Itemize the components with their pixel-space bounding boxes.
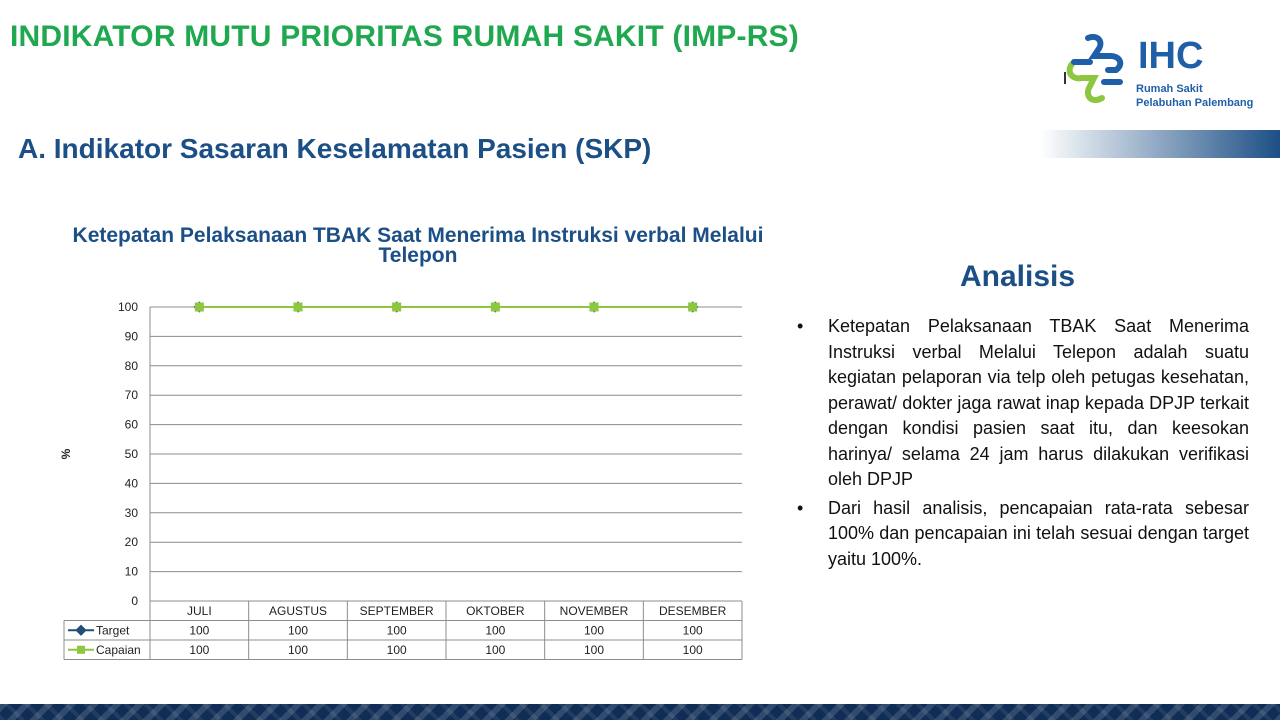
logo-brand: IHC: [1138, 35, 1204, 77]
y-tick-label: 90: [124, 329, 138, 344]
table-cell-value: 100: [682, 642, 703, 657]
x-category-label: JULI: [186, 604, 212, 618]
analysis-title: Analisis: [960, 260, 1076, 293]
table-cell-value: 100: [583, 642, 605, 657]
data-point: [590, 303, 599, 312]
bullet: •: [797, 497, 804, 518]
data-point: [491, 303, 500, 312]
analysis-item: [797, 496, 1249, 573]
analysis-item-text: Dari hasil analisis, pencapaian rata-rata sebesar 100% dan pencapaian ini telah sesuai dengan target yaitu 100%.: [828, 497, 1249, 569]
table-cell-value: 100: [485, 642, 506, 657]
analysis-item: [797, 314, 1249, 493]
logo-subtitle: [1136, 82, 1253, 110]
table-cell-value: 100: [287, 623, 309, 638]
table-cell-value: 100: [682, 623, 703, 638]
table-cell-value: 100: [485, 623, 506, 638]
table-cell-value: 100: [189, 623, 210, 638]
data-point: [688, 303, 697, 312]
table-cell-value: 100: [583, 623, 605, 638]
y-tick-label: 100: [117, 300, 138, 314]
analysis-item-text: Ketepatan Pelaksanaan TBAK Saat Menerima Instruksi verbal Melalui Telepon adalah suatu kegiatan pelaporan via telp oleh petugas kesehatan, perawat/ dokter jaga rawat inap kepada DPJP terkait dengan kondisi pasien saat itu, dan keesokan harinya/ selama 24 jam harus dilakukan verifikasi oleh DPJP: [828, 316, 1249, 489]
y-tick-label: 0: [131, 594, 138, 608]
table-cell-value: 100: [386, 642, 407, 657]
logo-divider: [1064, 72, 1066, 84]
x-category-label: AGUSTUS: [268, 604, 328, 618]
analysis-list: [797, 314, 1249, 575]
data-point: [195, 303, 204, 312]
table-cell-value: 100: [287, 642, 309, 657]
decorative-gradient-bar: [1040, 130, 1280, 158]
x-category-label: DESEMBER: [658, 604, 727, 618]
data-point: [294, 303, 303, 312]
y-tick-label: 50: [124, 447, 138, 461]
x-category-label: OKTOBER: [466, 604, 525, 618]
logo-subtitle-line2: Pelabuhan Palembang: [1136, 97, 1254, 109]
section-title: A. Indikator Sasaran Keselamatan Pasien (SKP): [18, 133, 652, 164]
chart-title: Ketepatan Pelaksanaan TBAK Saat Menerima Instruksi verbal Melalui Telepon: [72, 224, 764, 267]
y-tick-label: 10: [124, 564, 138, 579]
x-category-label: SEPTEMBER: [359, 604, 434, 618]
y-tick-label: 60: [124, 417, 138, 432]
y-tick-label: 30: [124, 505, 138, 520]
legend-marker: [75, 625, 86, 636]
footer-pattern-bar: [0, 704, 1280, 720]
logo-subtitle-line1: Rumah Sakit: [1136, 83, 1203, 95]
y-tick-label: 70: [124, 388, 138, 403]
y-axis-label: %: [59, 448, 73, 460]
line-chart: [0, 290, 790, 670]
table-cell-value: 100: [189, 642, 210, 657]
x-category-label: NOVEMBER: [559, 604, 629, 618]
bullet: •: [797, 316, 804, 336]
data-point: [392, 303, 401, 312]
y-tick-label: 80: [124, 358, 138, 373]
y-tick-label: 40: [124, 476, 138, 491]
table-cell-value: 100: [386, 623, 407, 638]
legend-label: Capaian: [96, 642, 141, 657]
page-title: INDIKATOR MUTU PRIORITAS RUMAH SAKIT (IMP-RS): [10, 20, 799, 53]
legend-marker: [77, 646, 85, 654]
legend-label: Target: [96, 623, 130, 638]
ihc-cross-logo-icon: [1064, 34, 1134, 106]
y-tick-label: 20: [124, 535, 138, 550]
hospital-logo: [1064, 34, 1274, 114]
